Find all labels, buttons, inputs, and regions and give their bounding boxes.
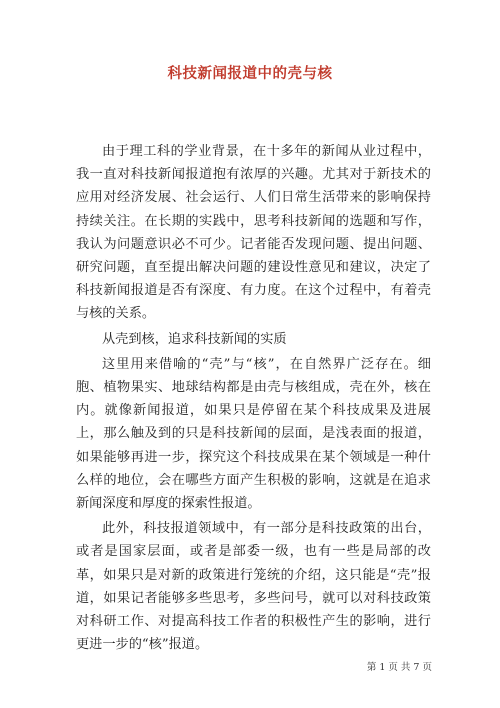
paragraph-policy: 此外，科技报道领域中，有一部分是科技政策的出台，或者是国家层面，或者是部委一级，也有一些是局部的改革，如果只是对新的政策进行笼统的介绍，这只能是“壳”报道，如果记者能够多些思考，多些问号，就可以对科技政策对科研工作、对提高科技工作者的积极性产生的影响，进行更进一步的“核”报道。 — [76, 521, 431, 653]
page-number: 第 1 页 共 7 页 — [366, 662, 432, 673]
paragraph-subheading: 从壳到核，追求科技新闻的实质 — [102, 331, 287, 347]
paragraph-shell-core: 这里用来借喻的“壳”与“核”，在自然界广泛存在。细胞、植物果实、地球结构都是由壳与核组成，壳在外，核在内。就像新闻报道，如果只是停留在某个科技成果及进展上，那么触及到的只是科技新闻的层面，是浅表面的报道，如果能够再进一步，探究这个科技成果在某个领域是一种什么样的地位，会在哪些方面产生积极的影响，这就是在追求新闻深度和厚度的探索性报道。 — [76, 356, 431, 512]
document-body — [76, 140, 431, 658]
document-title: 科技新闻报道中的壳与核 — [167, 65, 333, 82]
paragraph-intro: 由于理工科的学业背景，在十多年的新闻从业过程中，我一直对科技新闻报道抱有浓厚的兴趣。尤其对于新技术的应用对经济发展、社会运行、人们日常生活带来的影响保持持续关注。在长期的实践中，思考科技新闻的选题和写作，我认为问题意识必不可少。记者能否发现问题、提出问题、研究问题，直至提出解决问题的建设性意见和建议，决定了科技新闻报道是否有深度、有力度。在这个过程中，有着壳与核的关系。 — [76, 144, 431, 322]
